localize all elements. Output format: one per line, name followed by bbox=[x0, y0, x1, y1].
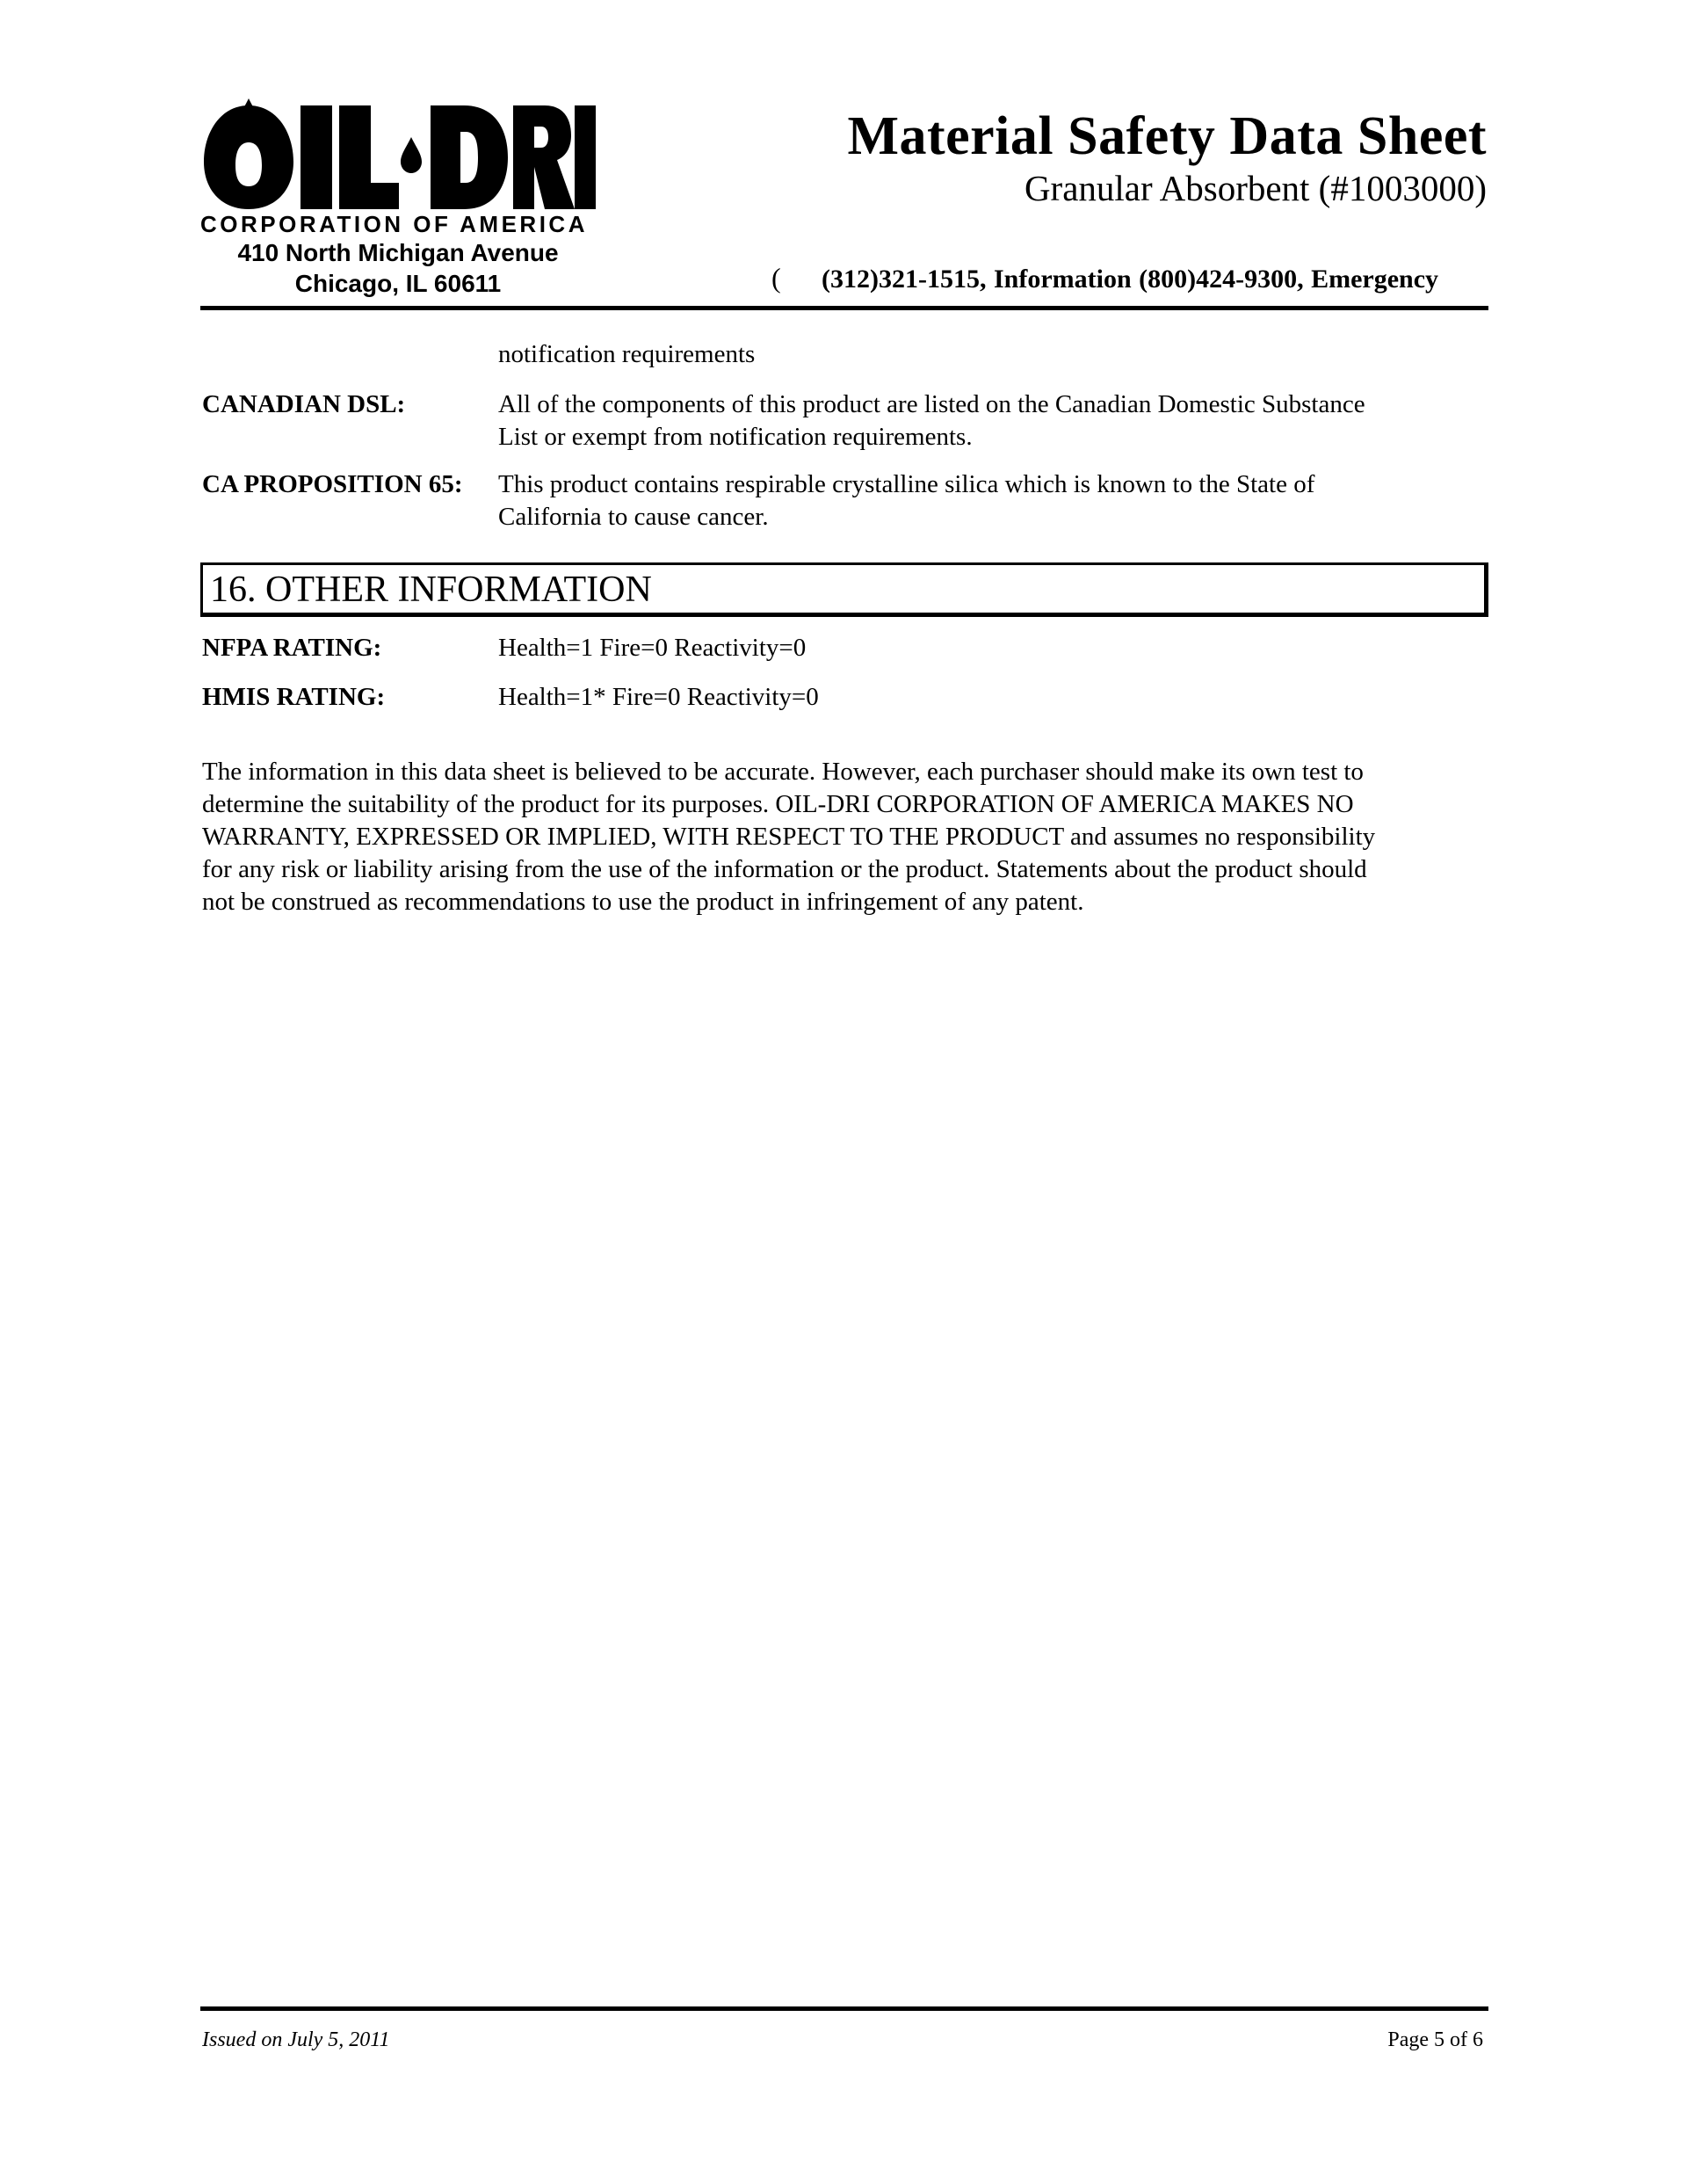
address-street: 410 North Michigan Avenue bbox=[237, 239, 559, 266]
nfpa-rating-label: NFPA RATING: bbox=[202, 634, 382, 662]
hmis-rating-label: HMIS RATING: bbox=[202, 683, 386, 711]
ca-prop65-line-1: This product contains respirable crystalline silica which is known to the State of bbox=[498, 470, 1315, 498]
disclaimer-line: The information in this data sheet is believed to be accurate. However, each purchaser should make its own test to bbox=[202, 758, 1364, 786]
oil-dri-logo-icon bbox=[200, 98, 596, 213]
canadian-dsl-line-2: List or exempt from notification requirements. bbox=[498, 423, 973, 451]
ca-prop65-label: CA PROPOSITION 65: bbox=[202, 470, 463, 498]
continued-text: notification requirements bbox=[498, 340, 756, 368]
disclaimer-line: WARRANTY, EXPRESSED OR IMPLIED, WITH RESPECT TO THE PRODUCT and assumes no responsibility bbox=[202, 823, 1376, 851]
ca-prop65-line-2: California to cause cancer. bbox=[498, 503, 769, 531]
address-city: Chicago, IL 60611 bbox=[294, 270, 502, 297]
footer-divider bbox=[200, 2006, 1488, 2011]
disclaimer-paragraph bbox=[202, 756, 1494, 918]
disclaimer-line: for any risk or liability arising from the use of the information or the product. Statements about the product should bbox=[202, 855, 1367, 883]
hmis-rating-value: Health=1* Fire=0 Reactivity=0 bbox=[498, 683, 819, 711]
disclaimer-line: not be construed as recommendations to use the product in infringement of any patent. bbox=[202, 888, 1084, 916]
canadian-dsl-label: CANADIAN DSL: bbox=[202, 390, 406, 418]
section-16-title: 16. OTHER INFORMATION bbox=[210, 570, 652, 610]
phone-icon: ( bbox=[771, 262, 781, 294]
disclaimer-line: determine the suitability of the product for its purposes. OIL-DRI CORPORATION OF AMERICA MAKES NO bbox=[202, 790, 1354, 818]
document-subtitle: Granular Absorbent (#1003000) bbox=[1024, 168, 1487, 208]
canadian-dsl-line-1: All of the components of this product are listed on the Canadian Domestic Substance bbox=[498, 390, 1365, 418]
section-16-header bbox=[200, 562, 1488, 617]
document-title: Material Safety Data Sheet bbox=[847, 106, 1487, 166]
logo-corporation-text: CORPORATION OF AMERICA bbox=[200, 211, 588, 237]
nfpa-rating-value: Health=1 Fire=0 Reactivity=0 bbox=[498, 634, 807, 662]
contact-phones: (312)321-1515, Information (800)424-9300, Emergency bbox=[822, 265, 1439, 294]
header-divider bbox=[200, 306, 1488, 310]
page-number: Page 5 of 6 bbox=[1387, 2028, 1483, 2051]
company-logo bbox=[200, 98, 596, 301]
issued-date: Issued on July 5, 2011 bbox=[202, 2028, 390, 2051]
